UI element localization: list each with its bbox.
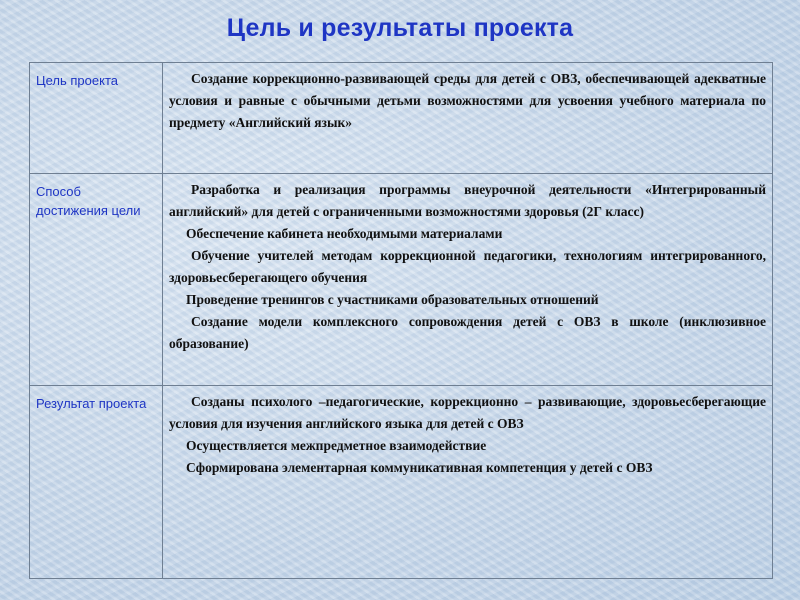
table-row-result	[30, 386, 773, 579]
goals-results-table	[29, 62, 773, 579]
row-content-method	[163, 174, 773, 386]
content-paragraph: Проведение тренингов с участниками образовательных отношений	[186, 292, 599, 307]
content-paragraph: Создание модели комплексного сопровождения детей с ОВЗ в школе (инклюзивное образование)	[169, 314, 766, 351]
row-content-goal	[163, 63, 773, 174]
content-paragraph: Осуществляется межпредметное взаимодействие	[186, 438, 487, 453]
content-paragraph: Обучение учителей методам коррекционной педагогики, технологиям интегрированного, здоровьесберегающего обучения	[169, 248, 766, 285]
row-label-method: Способ достижения цели	[30, 174, 163, 386]
table-row-method	[30, 174, 773, 386]
row-label-goal: Цель проекта	[30, 63, 163, 174]
content-paragraph: Разработка и реализация программы внеурочной деятельности «Интегрированный английский» для детей с ограниченными возможностями здоровья (2Г класс)	[169, 182, 766, 219]
row-label-result: Результат проекта	[30, 386, 163, 579]
content-paragraph: Сформирована элементарная коммуникативная компетенция у детей с ОВЗ	[186, 460, 653, 475]
content-paragraph: Созданы психолого –педагогические, коррекционно – развивающие, здоровьесберегающие условия для изучения английского языка для детей с ОВЗ	[169, 394, 766, 431]
content-paragraph: Обеспечение кабинета необходимыми материалами	[186, 226, 503, 241]
slide-title: Цель и результаты проекта	[226, 14, 574, 42]
table-row-goal	[30, 63, 773, 174]
content-paragraph: Создание коррекционно-развивающей среды для детей с ОВЗ, обеспечивающей адекватные условия и равные с обычными детьми возможностями для усвоения учебного материала по предмету «Английский язык»	[169, 71, 766, 130]
row-content-result	[163, 386, 773, 579]
